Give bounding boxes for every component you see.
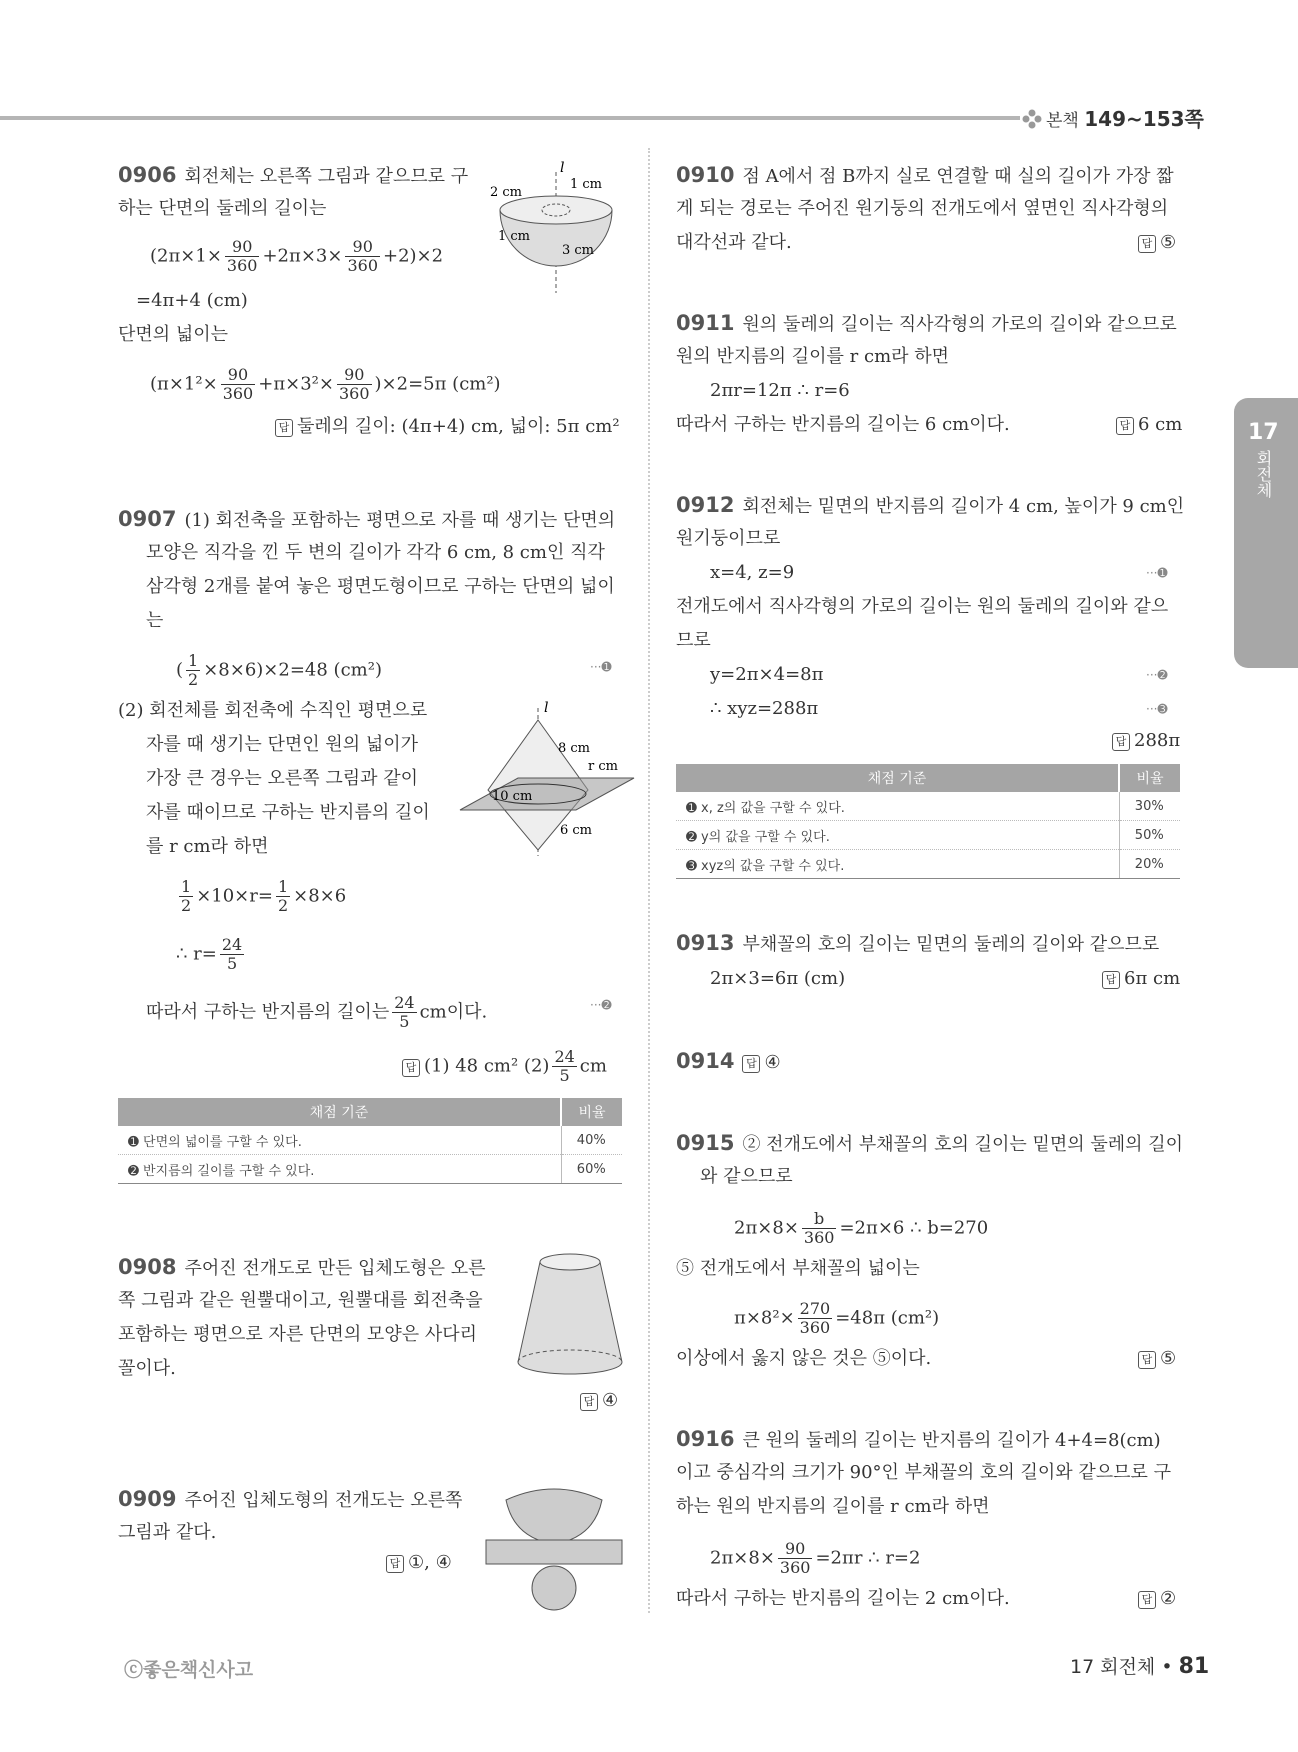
problem-0908-line2: 쪽 그림과 같은 원뿔대이고, 원뿔대를 회전축을 bbox=[118, 1290, 483, 1311]
fraction: $\frac{1}{2}$ bbox=[188, 651, 199, 689]
problem-0909-line2: 그림과 같다. bbox=[118, 1522, 217, 1543]
problem-0911-line2: 원의 반지름의 길이를 r cm라 하면 bbox=[676, 346, 950, 367]
table-cell: 30% bbox=[1119, 792, 1180, 821]
problem-0907-answer bbox=[402, 1048, 607, 1085]
problem-0912-line1 bbox=[676, 492, 1184, 520]
table-row bbox=[118, 1126, 622, 1155]
problem-0915-line4: 이상에서 옳지 않은 것은 ⑤이다. bbox=[676, 1348, 932, 1369]
fig-label: r cm bbox=[588, 759, 618, 774]
problem-number: 0911 bbox=[676, 311, 735, 335]
eq-part: ∴ r= bbox=[176, 943, 217, 965]
answer-icon: 답 bbox=[1116, 417, 1134, 435]
answer-icon: 답 bbox=[402, 1059, 420, 1077]
fig-label: l bbox=[560, 160, 565, 176]
eq-part: ×8×6 bbox=[293, 885, 347, 907]
problem-0907-eq2 bbox=[176, 878, 346, 915]
problem-0915-line2: 와 같으므로 bbox=[700, 1166, 793, 1187]
step-marker-2: ···➋ bbox=[590, 998, 612, 1012]
answer-text: ④ bbox=[764, 1052, 781, 1073]
problem-0907-part2-line4: 자를 때이므로 구하는 반지름의 길이 bbox=[146, 802, 430, 823]
text: 주어진 전개도로 만든 입체도형은 오른 bbox=[184, 1258, 486, 1279]
answer-text: 6π cm bbox=[1124, 968, 1181, 989]
eq-part: 2π×8× bbox=[734, 1217, 799, 1239]
hemisphere-figure bbox=[480, 158, 630, 298]
cutting-plane bbox=[460, 778, 634, 810]
text: 원의 둘레의 길이는 직사각형의 가로의 길이와 같으므로 bbox=[742, 314, 1177, 335]
eq-part: ×8×6)×2=48 (cm²) bbox=[203, 659, 382, 681]
answer-icon: 답 bbox=[1138, 235, 1156, 253]
fraction: $\frac{24}{5}$ bbox=[221, 935, 243, 973]
problem-0910-answer bbox=[1138, 232, 1176, 253]
eq-part: π×8²× bbox=[734, 1307, 795, 1329]
problem-0907-eq1 bbox=[176, 652, 382, 689]
problem-0916-answer bbox=[1138, 1588, 1176, 1609]
eq-part: ×10×r= bbox=[196, 885, 273, 907]
table-header: 채점 기준 bbox=[118, 1098, 561, 1126]
answer-icon: 답 bbox=[580, 1393, 598, 1411]
flower-icon bbox=[1022, 109, 1042, 129]
answer-text: ①, ④ bbox=[408, 1552, 452, 1573]
eq-part: =48π (cm²) bbox=[835, 1307, 940, 1329]
fraction: $\frac{90}{360}$ bbox=[347, 237, 378, 275]
table-header: 비율 bbox=[561, 1098, 622, 1126]
net-figure bbox=[484, 1478, 624, 1612]
table-row bbox=[118, 1155, 622, 1184]
header-rule bbox=[0, 116, 1020, 120]
problem-0915-answer bbox=[1138, 1348, 1176, 1369]
problem-number: 0906 bbox=[118, 163, 177, 187]
double-cone-figure bbox=[458, 700, 638, 860]
fig-label: 1 cm bbox=[570, 177, 603, 192]
problem-0907-part2-line2: 자를 때 생기는 단면인 원의 넓이가 bbox=[146, 734, 419, 755]
table-row bbox=[676, 850, 1180, 879]
fraction: $\frac{90}{360}$ bbox=[222, 365, 254, 403]
answer-text: ⑤ bbox=[1160, 232, 1177, 253]
footer-chapter: 17 회전체 • bbox=[1070, 1656, 1173, 1678]
fraction: $\frac{1}{2}$ bbox=[277, 877, 289, 915]
answer-icon: 답 bbox=[275, 419, 293, 437]
answer-text: ⑤ bbox=[1160, 1348, 1177, 1369]
frustum-body bbox=[518, 1262, 622, 1374]
net-top-shape bbox=[506, 1489, 602, 1544]
text: 큰 원의 둘레의 길이는 반지름의 길이가 4+4=8(cm) bbox=[742, 1430, 1161, 1451]
problem-0907-part2-line1: (2) 회전체를 회전축에 수직인 평면으로 bbox=[118, 700, 428, 721]
problem-0909-line1 bbox=[118, 1486, 462, 1514]
fig-label: l bbox=[544, 700, 549, 716]
problem-0916-line3: 하는 원의 반지름의 길이를 r cm라 하면 bbox=[676, 1496, 990, 1517]
problem-number: 0907 bbox=[118, 507, 177, 531]
ref-range: 149~153쪽 bbox=[1084, 107, 1204, 131]
problem-0916-line4: 따라서 구하는 반지름의 길이는 2 cm이다. bbox=[676, 1588, 1010, 1609]
fig-label: 1 cm bbox=[498, 229, 531, 244]
frustum-figure bbox=[514, 1248, 626, 1378]
answer-icon: 답 bbox=[1138, 1591, 1156, 1609]
problem-0911-answer bbox=[1116, 414, 1182, 435]
problem-0916-eq1 bbox=[710, 1540, 920, 1577]
problem-0913-line2: 2π×3=6π (cm) bbox=[710, 968, 846, 989]
eq-part: +2)×2 bbox=[383, 245, 444, 267]
fraction: $\frac{90}{360}$ bbox=[779, 1539, 811, 1577]
fraction: $\frac{24}{5}$ bbox=[394, 993, 415, 1031]
table-cell: ➌ xyz의 값을 구할 수 있다. bbox=[676, 850, 1119, 879]
problem-0906-line3: =4π+4 (cm) bbox=[136, 290, 248, 311]
page-reference bbox=[1022, 103, 1204, 132]
problem-0907-line3: 삼각형 2개를 붙여 놓은 평면도형이므로 구하는 단면의 넓이 bbox=[146, 576, 615, 597]
problem-0907-line2: 모양은 직각을 낀 두 변의 길이가 각각 6 cm, 8 cm인 직각 bbox=[146, 542, 605, 563]
step-marker-1: ···➊ bbox=[1146, 566, 1168, 580]
answer-text: cm bbox=[579, 1055, 607, 1077]
text: (1) 회전축을 포함하는 평면으로 자를 때 생기는 단면의 bbox=[184, 510, 616, 531]
text: 회전체는 오른쪽 그림과 같으므로 구 bbox=[184, 166, 469, 187]
problem-0908-line4: 꼴이다. bbox=[118, 1358, 176, 1379]
rim-ellipse bbox=[500, 196, 612, 224]
net-circle bbox=[532, 1566, 576, 1610]
answer-icon: 답 bbox=[386, 1555, 404, 1573]
fig-label: 3 cm bbox=[562, 243, 595, 258]
ref-prefix: 본책 bbox=[1046, 111, 1079, 131]
problem-0907-part2-line5: 를 r cm라 하면 bbox=[146, 836, 269, 857]
text: 주어진 입체도형의 전개도는 오른쪽 bbox=[184, 1490, 463, 1511]
text: 회전체는 밑면의 반지름의 길이가 4 cm, 높이가 9 cm인 bbox=[742, 496, 1185, 517]
problem-0915-line3: ⑤ 전개도에서 부채꼴의 넓이는 bbox=[676, 1258, 920, 1279]
problem-0912-line5: 므로 bbox=[676, 630, 711, 651]
page-footer bbox=[1070, 1652, 1209, 1679]
answer-icon: 답 bbox=[1112, 733, 1130, 751]
problem-0907-part2-line3: 가장 큰 경우는 오른쪽 그림과 같이 bbox=[146, 768, 419, 789]
net-rectangle bbox=[486, 1540, 622, 1564]
answer-icon: 답 bbox=[742, 1055, 760, 1073]
eq-part: (π×1²× bbox=[150, 373, 218, 395]
eq-part: =2πr ∴ r=2 bbox=[815, 1547, 921, 1569]
problem-0912-answer bbox=[1112, 730, 1180, 751]
table-cell: 60% bbox=[561, 1155, 622, 1184]
grading-table-0912 bbox=[676, 764, 1180, 879]
page-number: 81 bbox=[1178, 1654, 1210, 1679]
table-cell: 50% bbox=[1119, 821, 1180, 850]
answer-text: ② bbox=[1160, 1588, 1177, 1609]
table-cell: 20% bbox=[1119, 850, 1180, 879]
step-marker-1: ···➊ bbox=[590, 660, 612, 674]
text: ② 전개도에서 부채꼴의 호의 길이는 밑면의 둘레의 길이 bbox=[742, 1134, 1184, 1155]
fig-label: 2 cm bbox=[490, 185, 523, 200]
table-row bbox=[676, 792, 1180, 821]
problem-0912-line2: 원기둥이므로 bbox=[676, 528, 781, 549]
problem-0907-line5 bbox=[146, 994, 487, 1031]
eq-part: =2π×6 ∴ b=270 bbox=[839, 1217, 989, 1239]
problem-0906-line2: 하는 단면의 둘레의 길이는 bbox=[118, 198, 327, 219]
problem-number: 0914 bbox=[676, 1049, 735, 1073]
table-cell: 40% bbox=[561, 1126, 622, 1155]
problem-0913-answer bbox=[1102, 968, 1180, 989]
step-marker-3: ···➌ bbox=[1146, 702, 1168, 716]
problem-0909-answer bbox=[386, 1552, 452, 1573]
problem-0916-line2: 이고 중심각의 크기가 90°인 부채꼴의 호의 길이와 같으므로 구 bbox=[676, 1462, 1171, 1483]
eq-part: +2π×3× bbox=[262, 245, 343, 267]
problem-0915-eq1 bbox=[734, 1210, 988, 1247]
eq-part: )×2=5π (cm²) bbox=[374, 373, 501, 395]
problem-0907-line1 bbox=[118, 506, 615, 534]
problem-0908-answer bbox=[580, 1390, 618, 1411]
problem-0908-line1 bbox=[118, 1254, 486, 1282]
text: 따라서 구하는 반지름의 길이는 bbox=[146, 1001, 390, 1023]
problem-number: 0908 bbox=[118, 1255, 177, 1279]
fig-label: 6 cm bbox=[560, 823, 593, 838]
publisher-logo: ⓒ좋은책신사고 bbox=[124, 1659, 254, 1681]
table-cell: ➊ 단면의 넓이를 구할 수 있다. bbox=[118, 1126, 561, 1155]
table-cell: ➊ x, z의 값을 구할 수 있다. bbox=[676, 792, 1119, 821]
problem-0912-line6: y=2π×4=8π bbox=[710, 664, 824, 685]
answer-text: 6 cm bbox=[1138, 414, 1183, 435]
column-divider bbox=[648, 148, 650, 1613]
problem-number: 0910 bbox=[676, 163, 735, 187]
problem-0911-line4: 따라서 구하는 반지름의 길이는 6 cm이다. bbox=[676, 414, 1010, 435]
eq-part: +π×3²× bbox=[258, 373, 334, 395]
problem-0906-eq2 bbox=[150, 366, 501, 403]
problem-0906-eq1 bbox=[150, 238, 443, 275]
problem-number: 0915 bbox=[676, 1131, 735, 1155]
problem-0907-eq3 bbox=[176, 936, 247, 973]
top-ellipse bbox=[540, 1254, 600, 1270]
eq-part: 2π×8× bbox=[710, 1547, 775, 1569]
problem-0910-line3: 대각선과 같다. bbox=[676, 232, 792, 253]
answer-icon: 답 bbox=[1102, 971, 1120, 989]
problem-0912-line4: 전개도에서 직사각형의 가로의 길이는 원의 둘레의 길이와 같으 bbox=[676, 596, 1169, 617]
chapter-label: 회전체 bbox=[1254, 450, 1273, 498]
table-cell: ➋ y의 값을 구할 수 있다. bbox=[676, 821, 1119, 850]
problem-0911-line1 bbox=[676, 310, 1177, 338]
problem-0907-line4: 는 bbox=[146, 610, 164, 631]
answer-text: 288π bbox=[1134, 730, 1181, 751]
problem-number: 0916 bbox=[676, 1427, 735, 1451]
problem-0915-line1 bbox=[676, 1130, 1183, 1158]
fraction: $\frac{24}{5}$ bbox=[554, 1047, 575, 1085]
problem-0912-line7: ∴ xyz=288π bbox=[710, 698, 819, 719]
fig-label: 8 cm bbox=[558, 741, 591, 756]
problem-0911-line3: 2πr=12π ∴ r=6 bbox=[710, 380, 850, 401]
problem-0916-line1 bbox=[676, 1426, 1161, 1454]
step-marker-2: ···➋ bbox=[1146, 668, 1168, 682]
problem-0910-line1 bbox=[676, 162, 1174, 190]
problem-number: 0912 bbox=[676, 493, 735, 517]
answer-text: ④ bbox=[602, 1390, 619, 1411]
problem-0906-line4: 단면의 넓이는 bbox=[118, 324, 229, 345]
table-header: 채점 기준 bbox=[676, 764, 1119, 792]
problem-0906-answer bbox=[275, 412, 620, 438]
problem-number: 0913 bbox=[676, 931, 735, 955]
grading-table-0907 bbox=[118, 1098, 622, 1184]
fraction: $\frac{1}{2}$ bbox=[181, 877, 192, 915]
problem-0913-line1 bbox=[676, 930, 1159, 958]
table-header: 비율 bbox=[1119, 764, 1180, 792]
problem-number: 0909 bbox=[118, 1487, 177, 1511]
problem-0910-line2: 게 되는 경로는 주어진 원기둥의 전개도에서 옆면인 직사각형의 bbox=[676, 198, 1169, 219]
problem-0908-line3: 포함하는 평면으로 자른 단면의 모양은 사다리 bbox=[118, 1324, 477, 1345]
table-cell: ➋ 반지름의 길이를 구할 수 있다. bbox=[118, 1155, 561, 1184]
fig-label: 10 cm bbox=[492, 789, 533, 804]
text: 점 A에서 점 B까지 실로 연결할 때 실의 길이가 가장 짧 bbox=[742, 166, 1174, 187]
text: 부채꼴의 호의 길이는 밑면의 둘레의 길이와 같으므로 bbox=[742, 934, 1160, 955]
table-row bbox=[676, 821, 1180, 850]
problem-0915-eq2 bbox=[734, 1300, 939, 1337]
fraction: $\frac{90}{360}$ bbox=[338, 365, 370, 403]
fraction: $\frac{b}{360}$ bbox=[803, 1209, 835, 1247]
problem-0914-line1 bbox=[676, 1048, 781, 1076]
fraction: $\frac{90}{360}$ bbox=[226, 237, 258, 275]
eq-part: ( bbox=[176, 659, 184, 681]
answer-icon: 답 bbox=[1138, 1351, 1156, 1369]
fraction: $\frac{270}{360}$ bbox=[799, 1299, 831, 1337]
answer-text: (1) 48 cm² (2) bbox=[424, 1055, 550, 1077]
chapter-side-tab bbox=[1234, 398, 1298, 668]
problem-0906-line1 bbox=[118, 162, 468, 190]
answer-text: 둘레의 길이: (4π+4) cm, 넓이: 5π cm² bbox=[297, 416, 620, 437]
text: cm이다. bbox=[419, 1001, 488, 1023]
eq-part: (2π×1× bbox=[150, 245, 222, 267]
chapter-number: 17 bbox=[1248, 420, 1279, 445]
problem-0912-line3: x=4, z=9 bbox=[710, 562, 795, 583]
